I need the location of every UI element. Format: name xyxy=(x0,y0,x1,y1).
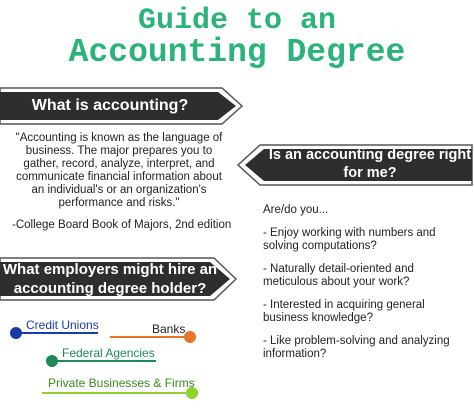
heading-line-2: for me? xyxy=(343,165,397,181)
heading-line-1: What employers might hire an xyxy=(2,261,218,278)
employer-credit-unions: Credit Unions xyxy=(26,318,99,332)
heading-is-accounting-right xyxy=(266,146,474,182)
federal-agencies-dot xyxy=(46,355,58,367)
heading-employers xyxy=(0,260,220,298)
accounting-quote: "Accounting is known as the language of business. The major prepares you to gather, record, analyze, interpret, and communicate financial information about an individual's or an organization's performance and risks." xyxy=(15,132,223,209)
quote-source: -College Board Book of Majors, 2nd edition xyxy=(12,219,232,231)
banks-dot xyxy=(184,331,196,343)
employer-banks: Banks xyxy=(152,322,186,336)
title-line-2: Accounting Degree xyxy=(68,34,406,71)
assessment-item: - Interested in acquiring general business knowledge? xyxy=(263,299,425,324)
assessment-item: - Enjoy working with numbers and solving computations? xyxy=(263,227,436,252)
assessment-intro: Are/do you... xyxy=(263,204,329,216)
credit-unions-dot xyxy=(10,327,22,339)
heading-line-2: accounting degree holder? xyxy=(13,280,207,297)
self-assessment-list xyxy=(263,204,468,371)
heading-line-1: Is an accounting degree right xyxy=(268,147,472,163)
assessment-item: - Like problem-solving and analyzing information? xyxy=(263,335,450,360)
employer-federal-agencies: Federal Agencies xyxy=(62,346,155,360)
heading-what-is-accounting: What is accounting? xyxy=(31,97,189,114)
title-line-1: Guide to an xyxy=(137,4,337,38)
employer-private-businesses: Private Businesses & Firms xyxy=(48,376,195,390)
assessment-item: - Naturally detail-oriented and meticulous about your work? xyxy=(263,263,414,288)
